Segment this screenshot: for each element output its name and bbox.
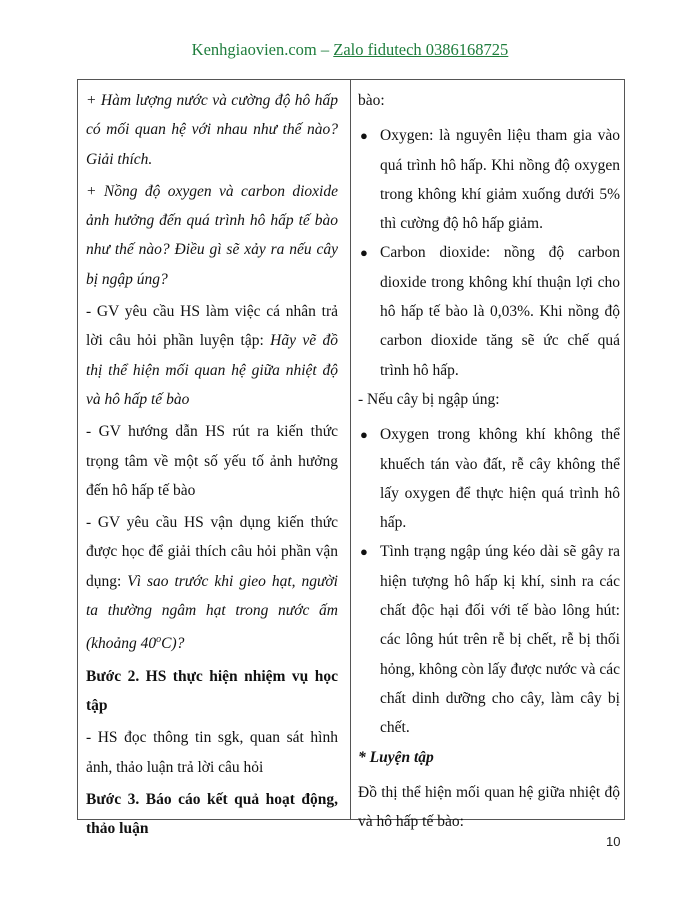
graph-caption: Đồ thị thể hiện mối quan hệ giữa nhiệt độ và hô hấp tế bào: <box>358 783 620 831</box>
step-3-heading: Bước 3. Báo cáo kết quả hoạt động, thảo luận <box>86 790 338 838</box>
list-item-oxygen <box>358 121 620 238</box>
bullet-icon: ● <box>360 427 368 443</box>
list-item-flood-anaerobic <box>358 537 620 742</box>
guide-conclusion: - GV hướng dẫn HS rút ra kiến thức trọng tâm về một số yếu tố ảnh hưởng đến hô hấp tế bào <box>86 423 338 499</box>
degree-sup: o <box>156 634 162 646</box>
carbon-dioxide-text: Carbon dioxide: nồng độ carbon dioxide trong không khí thuận lợi cho hô hấp tế bào là 0,03%. Khi nồng độ carbon dioxide tăng sẽ ức chế quá trình hô hấp. <box>380 244 620 379</box>
page-number: 10 <box>606 834 621 849</box>
practice-task <box>86 297 338 414</box>
header-separator: – <box>316 40 334 59</box>
list-item-flood-oxygen <box>358 420 620 537</box>
application-task-question: Vì sao trước khi gieo hạt, người ta thường ngâm hạt trong nước ấm (khoảng 40 <box>86 572 338 653</box>
bullet-icon: ● <box>360 128 368 144</box>
header-site: Kenhgiaovien.com <box>191 40 317 59</box>
expected-product-column <box>351 80 624 831</box>
header-contact-link[interactable]: Zalo fidutech 0386168725 <box>333 40 509 59</box>
flood-oxygen-text: Oxygen trong không khí không thể khuếch tán vào đất, rễ cây không thể lấy oxygen để thực hiện quá trình hô hấp. <box>380 426 620 532</box>
question-water-respiration: + Hàm lượng nước và cường độ hô hấp có mối quan hệ với nhau như thế nào? Giải thích. <box>86 92 338 168</box>
lesson-table <box>77 79 625 838</box>
bullet-icon: ● <box>360 544 368 560</box>
practice-task-question: Hãy vẽ đồ thị thể hiện mối quan hệ giữa nhiệt độ và hô hấp tế bào <box>86 332 338 408</box>
flooding-heading: - Nếu cây bị ngập úng: <box>358 390 500 408</box>
list-item-carbon-dioxide <box>358 238 620 384</box>
oxygen-text: Oxygen: là nguyên liệu tham gia vào quá trình hô hấp. Khi nồng độ oxygen trong không khí giảm xuống dưới 5% thì cường độ hô hấp giảm. <box>380 127 620 233</box>
application-task <box>86 508 338 659</box>
question-oxygen-co2: + Nồng độ oxygen và carbon dioxide ảnh hưởng đến quá trình hô hấp tế bào như thế nào? Điều gì sẽ xảy ra nếu cây bị ngập úng? <box>86 182 338 288</box>
practice-heading: * Luyện tập <box>358 748 434 766</box>
application-task-text: - GV yêu cầu HS vận dụng kiến thức được học để giải thích câu hỏi phần vận dụng: <box>86 514 338 590</box>
practice-task-text: - GV yêu cầu HS làm việc cá nhân trả lời câu hỏi phần luyện tập: <box>86 303 338 350</box>
step-2-heading: Bước 2. HS thực hiện nhiệm vụ học tập <box>86 667 338 715</box>
application-task-end: C)? <box>161 635 185 653</box>
bullet-icon: ● <box>360 245 368 261</box>
page-header <box>0 40 700 60</box>
continued-text: bào: <box>358 92 385 109</box>
teacher-activity-column <box>78 80 351 838</box>
flood-anaerobic-text: Tình trạng ngập úng kéo dài sẽ gây ra hiện tượng hô hấp kị khí, sinh ra các chất độc hại đối với tế bào lông hút: các lông hút trên rễ bị chết, rễ bị thối hỏng, không còn lấy được nước và các chất dinh dưỡng cho cây, làm cây bị chết. <box>380 543 620 737</box>
student-activity: - HS đọc thông tin sgk, quan sát hình ảnh, thảo luận trả lời câu hỏi <box>86 729 338 776</box>
